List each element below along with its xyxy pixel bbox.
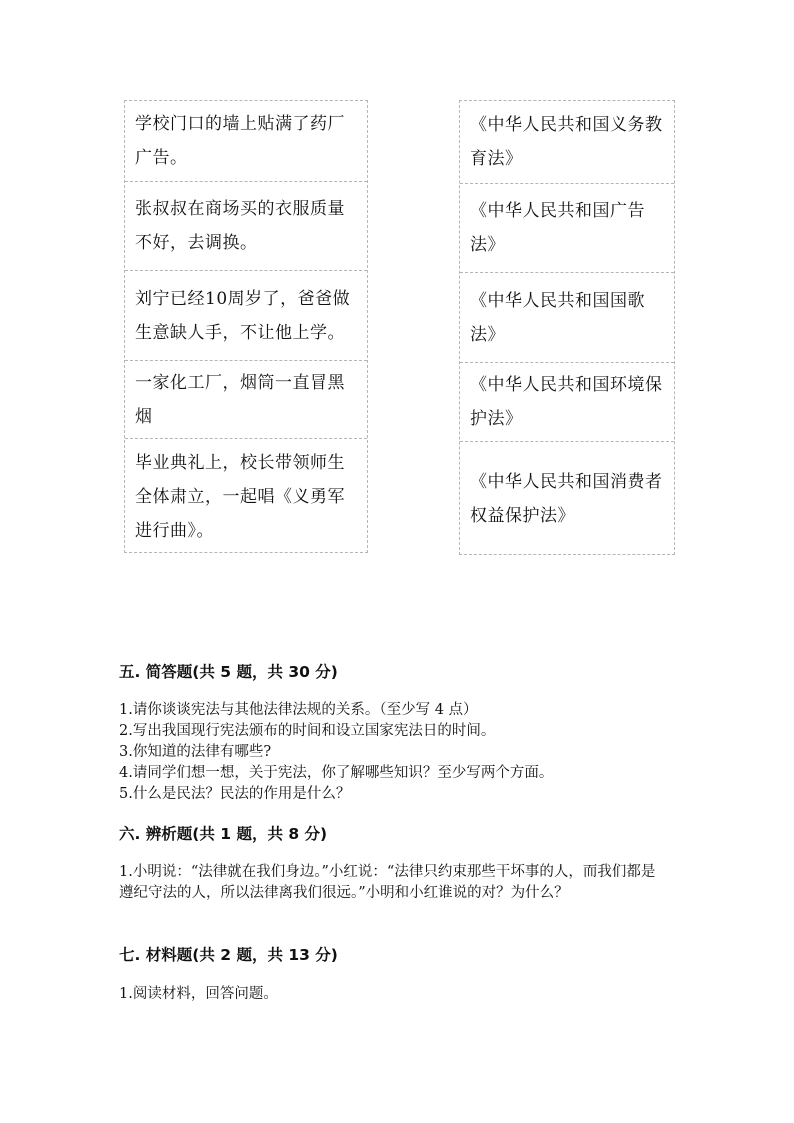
left-item-5	[125, 438, 367, 554]
left-item-text: 一家化工厂，烟筒一直冒黑烟	[135, 372, 345, 427]
matching-left-column	[124, 100, 368, 553]
left-item-text: 刘宁已经10周岁了，爸爸做生意缺人手，不让他上学。	[135, 288, 351, 343]
right-item-1	[460, 101, 674, 183]
section5-question-5: 5.什么是民法？民法的作用是什么？	[119, 786, 351, 802]
right-item-4	[460, 362, 674, 441]
section5-heading: 五. 简答题(共 5 题，共 30 分)	[119, 663, 338, 681]
section5-question-3: 3.你知道的法律有哪些?	[119, 744, 272, 760]
section6-heading: 六. 辨析题(共 1 题，共 8 分)	[119, 825, 328, 843]
left-item-2	[125, 181, 367, 270]
right-item-5	[460, 441, 674, 556]
right-item-text: 《中华人民共和国广告法》	[470, 201, 645, 255]
right-item-text: 《中华人民共和国国歌法》	[470, 290, 645, 345]
section7-heading: 七. 材料题(共 2 题，共 13 分)	[119, 946, 338, 964]
left-item-1	[125, 101, 367, 181]
right-item-text: 《中华人民共和国消费者权益保护法》	[470, 472, 663, 526]
matching-right-column	[459, 100, 675, 555]
left-item-3	[125, 270, 367, 360]
right-item-3	[460, 272, 674, 362]
right-item-text: 《中华人民共和国义务教育法》	[470, 115, 663, 169]
section5-question-4: 4.请同学们想一想，关于宪法，你了解哪些知识？至少写两个方面。	[119, 765, 554, 781]
section7-question-1: 1.阅读材料，回答问题。	[119, 986, 278, 1002]
left-item-text: 张叔叔在商场买的衣服质量不好，去调换。	[135, 199, 345, 253]
right-item-2	[460, 183, 674, 272]
section5-question-1: 1.请你谈谈宪法与其他法律法规的关系。（至少写 4 点）	[119, 702, 478, 718]
left-item-text: 毕业典礼上，校长带领师生全体肃立，一起唱《义勇军进行曲》。	[135, 452, 345, 541]
right-item-text: 《中华人民共和国环境保护法》	[470, 375, 663, 429]
left-item-text: 学校门口的墙上贴满了药厂广告。	[135, 114, 345, 168]
section6-question-1: 1.小明说：“法律就在我们身边。”小红说：“法律只约束那些干坏事的人，而我们都是遵纪守法的人，所以法律离我们很远。”小明和小红谁说的对？为什么？	[119, 864, 656, 901]
section5-question-2: 2.写出我国现行宪法颁布的时间和设立国家宪法日的时间。	[119, 723, 496, 739]
left-item-4	[125, 360, 367, 438]
